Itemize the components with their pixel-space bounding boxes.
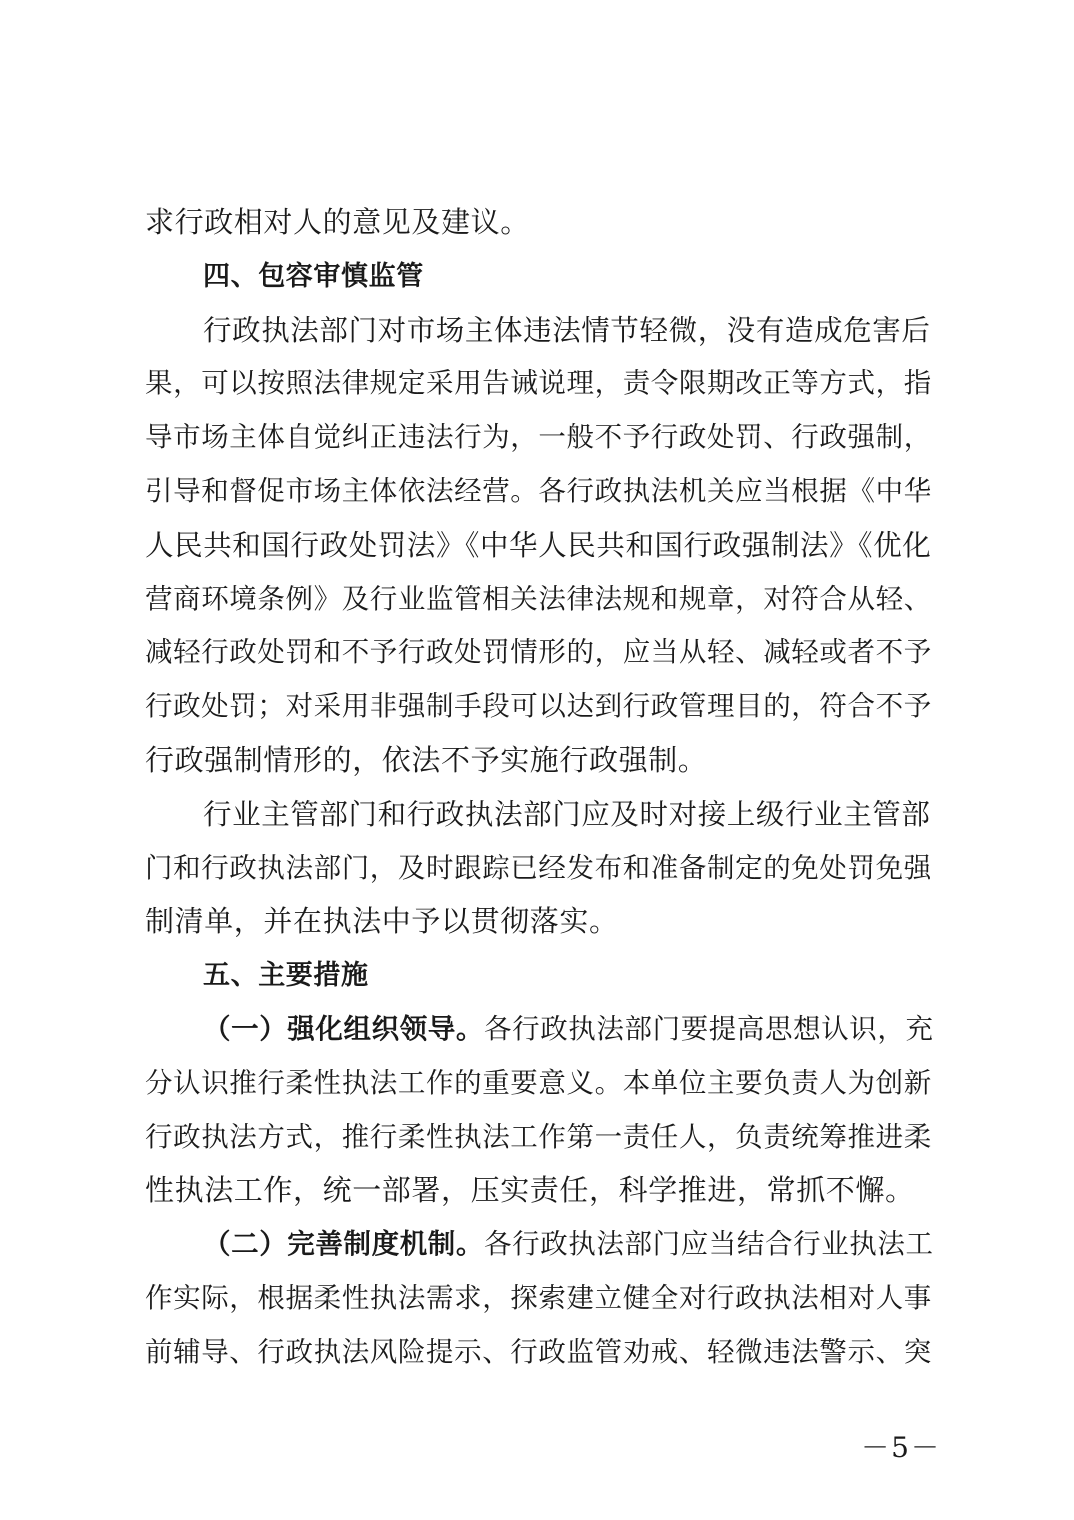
paragraph-line: 门和行政执法部门，及时跟踪已经发布和准备制定的免处罚免强 bbox=[145, 851, 932, 884]
paragraph-line: 减轻行政处罚和不予行政处罚情形的，应当从轻、减轻或者不予 bbox=[145, 636, 932, 669]
paragraph-line: 行政处罚；对采用非强制手段可以达到行政管理目的，符合不予 bbox=[145, 690, 932, 723]
paragraph-line: 营商环境条例》及行业监管相关法律法规和规章，对符合从轻、 bbox=[145, 582, 932, 615]
paragraph-line: 求行政相对人的意见及建议。 bbox=[145, 205, 530, 239]
paragraph-line: 导市场主体自觉纠正违法行为，一般不予行政处罚、行政强制， bbox=[145, 421, 932, 454]
paragraph-line: 人民共和国行政处罚法》《中华人民共和国行政强制法》《优化 bbox=[145, 528, 932, 562]
paragraph-line: 行政执法方式，推行柔性执法工作第一责任人，负责统筹推进柔 bbox=[145, 1120, 932, 1153]
section-heading-five: 五、主要措施 bbox=[203, 960, 369, 992]
measure-lead-2: （二）完善制度机制。 bbox=[203, 1228, 484, 1261]
paragraph-line: 行业主管部门和行政执法部门应及时对接上级行业主管部 bbox=[203, 797, 931, 831]
paragraph-line: 行政强制情形的，依法不予实施行政强制。 bbox=[145, 742, 708, 777]
paragraph-line: 制清单，并在执法中予以贯彻落实。 bbox=[145, 904, 619, 939]
paragraph-line: 引导和督促市场主体依法经营。各行政执法机关应当根据《中华 bbox=[145, 474, 932, 507]
paragraph-text: 各行政执法部门应当结合行业执法工 bbox=[484, 1228, 934, 1261]
paragraph-line bbox=[145, 1003, 940, 1057]
paragraph-line: 果，可以按照法律规定采用告诫说理，责令限期改正等方式，指 bbox=[145, 367, 932, 400]
paragraph-line: 作实际，根据柔性执法需求，探索建立健全对行政执法相对人事 bbox=[145, 1281, 932, 1314]
paragraph-line: 行政执法部门对市场主体违法情节轻微，没有造成危害后 bbox=[203, 313, 931, 347]
body-text bbox=[145, 196, 940, 1380]
paragraph-line: 性执法工作，统一部署，压实责任，科学推进，常抓不懈。 bbox=[145, 1173, 915, 1208]
section-heading-four: 四、包容审慎监管 bbox=[203, 260, 424, 292]
paragraph-text: 各行政执法部门要提高思想认识，充 bbox=[484, 1012, 934, 1045]
paragraph-line: 分认识推行柔性执法工作的重要意义。本单位主要负责人为创新 bbox=[145, 1066, 932, 1099]
paragraph-line: 前辅导、行政执法风险提示、行政监管劝戒、轻微违法警示、突 bbox=[145, 1335, 932, 1368]
measure-lead-1: （一）强化组织领导。 bbox=[203, 1012, 484, 1045]
paragraph-line bbox=[145, 1218, 940, 1272]
page-number: －5－ bbox=[861, 1431, 941, 1464]
